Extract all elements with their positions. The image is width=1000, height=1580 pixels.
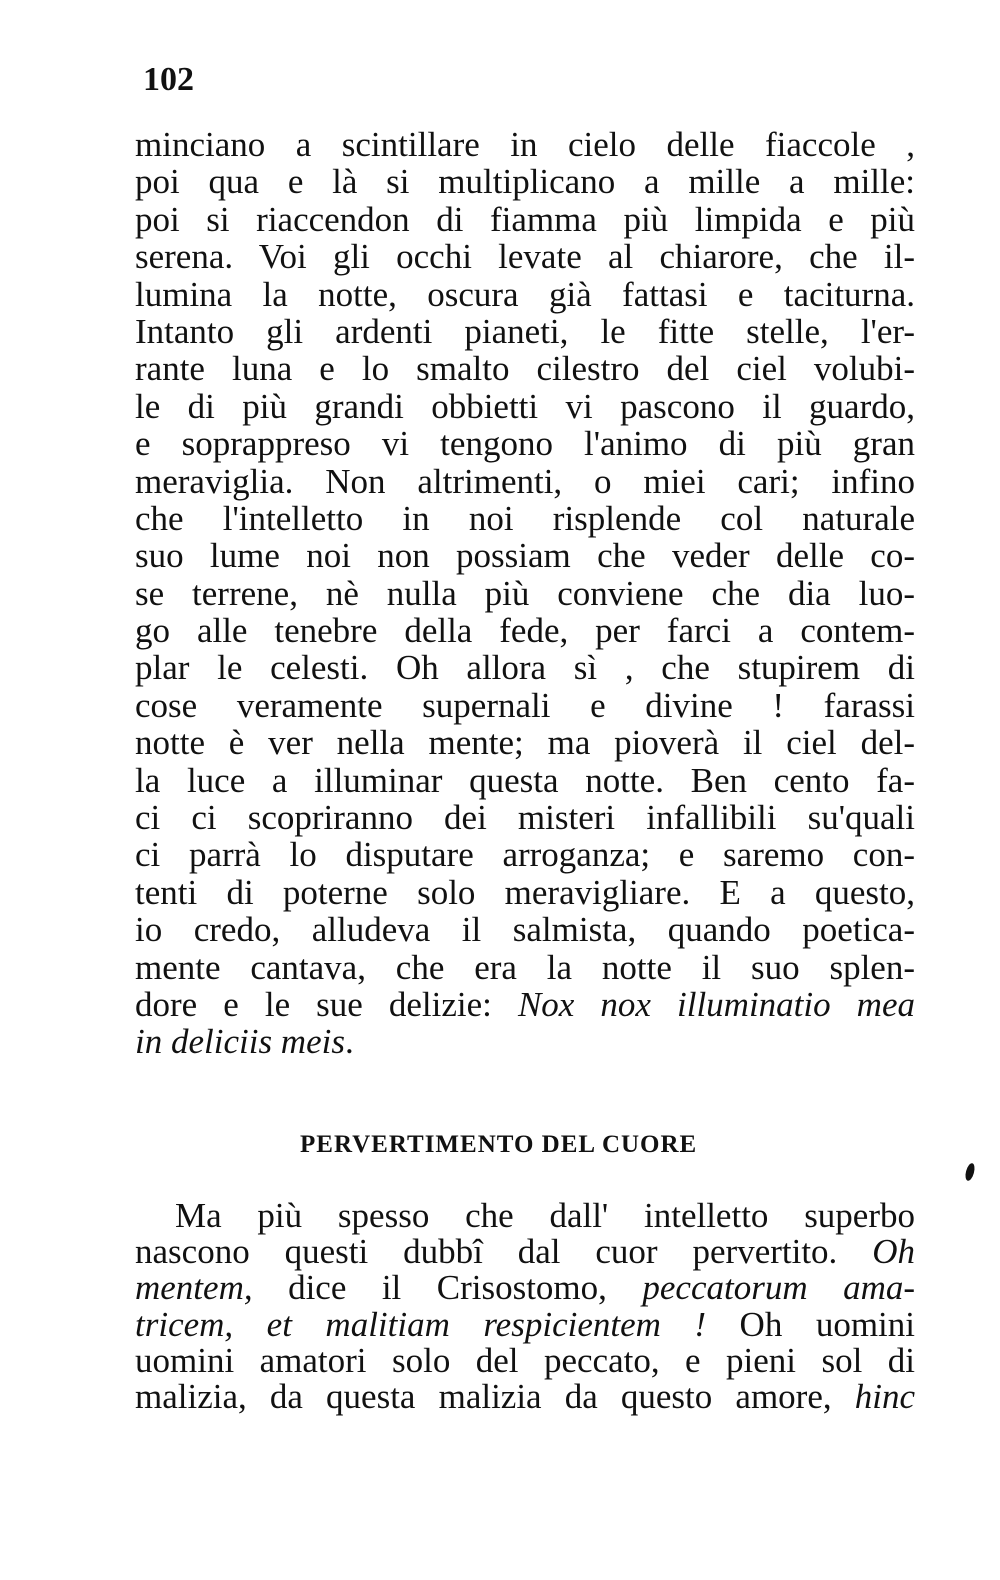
latin-quote: mentem, xyxy=(135,1268,253,1308)
text-line: rante luna e lo smalto cilestro del ciel volubi- xyxy=(135,349,915,389)
paragraph-one xyxy=(135,126,915,1061)
text-run: dore e le sue delizie: xyxy=(135,984,518,1024)
latin-quote: Oh xyxy=(872,1232,915,1272)
text-run: . xyxy=(344,1022,354,1062)
text-line: plar le celesti. Oh allora sì , che stupirem di xyxy=(135,648,915,688)
text-run: Oh uomini xyxy=(706,1304,915,1344)
text-line: tenti di poterne solo meravigliare. E a questo, xyxy=(135,872,915,912)
text-line: se terrene, nè nulla più conviene che dia luo- xyxy=(135,573,915,613)
text-line: go alle tenebre della fede, per farci a contem- xyxy=(135,611,915,651)
text-line: che l'intelletto in noi risplende col naturale xyxy=(135,498,915,538)
text-line xyxy=(135,986,915,1023)
latin-quote: hinc xyxy=(854,1376,915,1416)
text-run: nascono questi dubbî dal cuor pervertito. xyxy=(135,1232,873,1272)
text-line: serena. Voi gli occhi levate al chiarore, che il- xyxy=(135,237,915,277)
text-line: notte è ver nella mente; ma pioverà il ciel del- xyxy=(135,723,915,763)
page-number: 102 xyxy=(143,61,194,98)
text-line: la luce a illuminar questa notte. Ben cento fa- xyxy=(135,760,915,800)
text-line: Ma più spesso che dall' intelletto superbo xyxy=(175,1196,915,1235)
text-line: ci parrà lo disputare arroganza; e saremo con- xyxy=(135,835,915,875)
ink-speck xyxy=(964,1162,976,1181)
text-line: poi si riaccendon di fiamma più limpida e più xyxy=(135,199,915,239)
text-line xyxy=(135,1023,915,1060)
text-line: lumina la notte, oscura già fattasi e taciturna. xyxy=(135,274,915,314)
text-line xyxy=(135,1270,915,1306)
text-line: io credo, alludeva il salmista, quando poetica- xyxy=(135,910,915,950)
text-line: mente cantava, che era la notte il suo splen- xyxy=(135,947,915,987)
latin-quote: Nox nox illuminatio mea xyxy=(517,984,915,1024)
latin-quote: in deliciis meis xyxy=(135,1022,345,1062)
text-line xyxy=(135,1234,915,1270)
text-run: malizia, da questa malizia da questo amore, xyxy=(135,1376,855,1416)
latin-quote: peccatorum ama- xyxy=(642,1268,916,1308)
text-line: Intanto gli ardenti pianeti, le fitte stelle, l'er- xyxy=(135,311,915,351)
paragraph-two xyxy=(135,1198,915,1415)
text-line xyxy=(135,1304,915,1344)
text-line: e soprappreso vi tengono l'animo di più gran xyxy=(135,424,915,464)
latin-quote: tricem, et malitiam respicientem ! xyxy=(135,1304,707,1344)
text-line: cose veramente supernali e divine ! farassi xyxy=(135,685,915,725)
text-run: dice il Crisostomo, xyxy=(252,1268,643,1308)
section-heading: PERVERTIMENTO DEL CUORE xyxy=(300,1131,698,1158)
text-line: uomini amatori solo del peccato, e pieni sol di xyxy=(135,1340,915,1380)
text-line: poi qua e là si multiplicano a mille a mille: xyxy=(135,162,915,202)
text-line: minciano a scintillare in cielo delle fiaccole , xyxy=(135,125,915,164)
text-line: le di più grandi obbietti vi pascono il guardo, xyxy=(135,386,915,426)
text-line: ci ci scopriranno dei misteri infallibili su'quali xyxy=(135,798,915,838)
text-line: meraviglia. Non altrimenti, o miei cari; infino xyxy=(135,461,915,501)
text-line xyxy=(135,1376,915,1416)
text-line: suo lume noi non possiam che veder delle co- xyxy=(135,536,915,576)
